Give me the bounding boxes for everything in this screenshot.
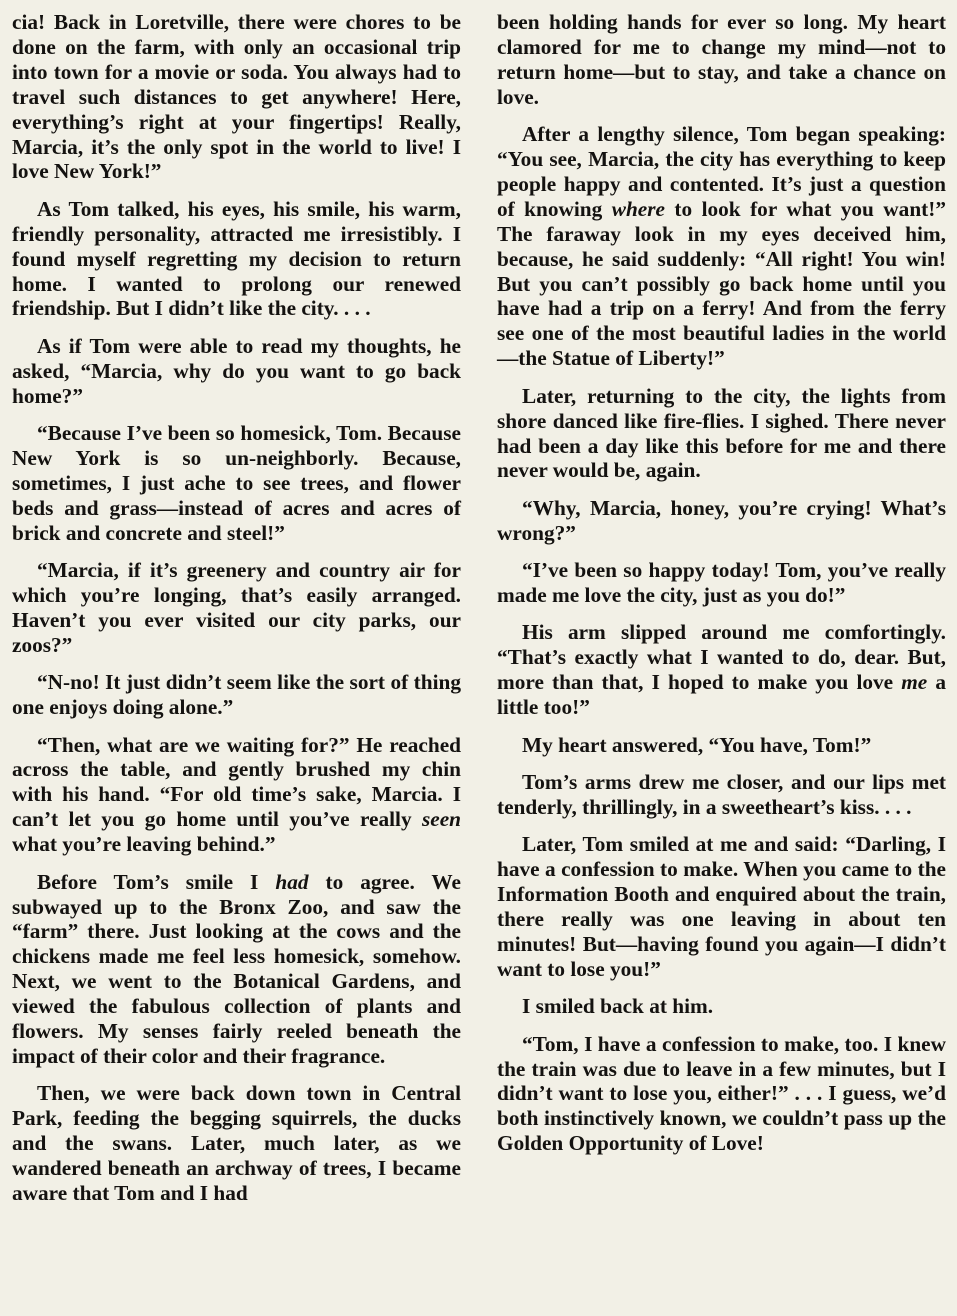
text-run: After a lengthy silence, Tom began speaking: “You see, Marcia, the city has everything to keep people happy and contented. It’s just a question of knowing [497, 122, 946, 221]
text-run: “Then, what are we waiting for?” He reached across the table, and gently brushed my chin with his hand. “For old time’s sake, Marcia. I can’t let you go home until you’ve really [12, 732, 461, 832]
emphasis: seen [421, 807, 461, 832]
paragraph: Later, returning to the city, the lights from shore danced like fire-flies. I sighed. There never had been a day like this before for me and there never would be, again. [497, 383, 946, 483]
text-run: a little too!” [497, 670, 946, 720]
paragraph [497, 122, 946, 371]
text-run: His arm slipped around me comfortingly. “That’s exactly what I wanted to do, dear. But, more than that, I hoped to make you love [497, 620, 946, 695]
paragraph: “Why, Marcia, honey, you’re crying! What’s wrong?” [497, 495, 946, 545]
paragraph [497, 620, 946, 720]
paragraph: “Marcia, if it’s greenery and country air for which you’re longing, that’s easily arranged. Haven’t you ever visited our city parks, our zoos?” [12, 558, 461, 657]
left-column [12, 10, 461, 1316]
text-run: what you’re leaving behind.” [12, 832, 276, 857]
emphasis: where [611, 196, 665, 221]
paragraph: Later, Tom smiled at me and said: “Darling, I have a confession to make. When you came to the Information Booth and enquired about the train, there really was one leaving in about ten minutes! But—having found you again—I didn’t want to lose you!” [497, 832, 946, 981]
paragraph: cia! Back in Loretville, there were chores to be done on the farm, with only an occasional trip into town for a movie or soda. You always had to travel such distances to get anywhere! Here, everything’s right at your fingertips! Really, Marcia, it’s the only spot in the world to live! I love New York!” [12, 10, 461, 184]
paragraph: I smiled back at him. [522, 994, 714, 1019]
paragraph: “N-no! It just didn’t seem like the sort of thing one enjoys doing alone.” [12, 670, 461, 720]
paragraph: “I’ve been so happy today! Tom, you’ve really made me love the city, just as you do!” [497, 558, 946, 608]
emphasis: had [275, 869, 309, 894]
paragraph: As if Tom were able to read my thoughts, he asked, “Marcia, why do you want to go back home?” [12, 333, 461, 408]
text-run: to look for what you want!” The faraway look in my eyes deceived him, because, he said suddenly: “All right! You win! But you can’t possibly go back home until you have had a trip on a ferry! And from the ferry see one of the most beautiful ladies in the world—the Statue of Liberty!” [497, 196, 946, 371]
paragraph: “Because I’ve been so homesick, Tom. Because New York is so un-neighborly. Because, sometimes, I just ache to see trees, and flower beds and grass—instead of acres and acres of brick and concrete and steel!” [12, 421, 461, 545]
paragraph: As Tom talked, his eyes, his smile, his warm, friendly personality, attracted me irresistibly. I found myself regretting my decision to return home. I wanted to prolong our renewed friendship. But I didn’t like the city. . . . [12, 196, 461, 321]
emphasis: me [901, 670, 928, 695]
paragraph [12, 733, 461, 858]
paragraph: Then, we were back down town in Central Park, feeding the begging squirrels, the ducks and the swans. Later, much later, as we wandered beneath an archway of trees, I became aware that Tom and I had [12, 1081, 461, 1205]
paragraph: been holding hands for ever so long. My heart clamored for me to change my mind—not to return home—but to stay, and take a chance on love. [497, 10, 946, 109]
paragraph [12, 870, 461, 1069]
text-run: to agree. We subwayed up to the Bronx Zoo, and saw the “farm” there. Just looking at the cows and the chickens made me feel less homesick, somehow. Next, we went to the Botanical Gardens, and viewed the fabulous collection of plants and flowers. My senses fairly reeled beneath the impact of their color and their fragrance. [12, 869, 461, 1068]
text-run: Before Tom’s smile I [37, 869, 276, 894]
paragraph: Tom’s arms drew me closer, and our lips met tenderly, thrillingly, in a sweetheart’s kiss. . . . [497, 769, 946, 819]
right-column [497, 10, 946, 1316]
paragraph: “Tom, I have a confession to make, too. I knew the train was due to leave in a few minutes, but I didn’t want to lose you, either!” . . . I guess, we’d both instinctively known, we couldn’t pass up the Golden Opportunity of Love! [497, 1031, 946, 1156]
paragraph: My heart answered, “You have, Tom!” [522, 732, 872, 757]
